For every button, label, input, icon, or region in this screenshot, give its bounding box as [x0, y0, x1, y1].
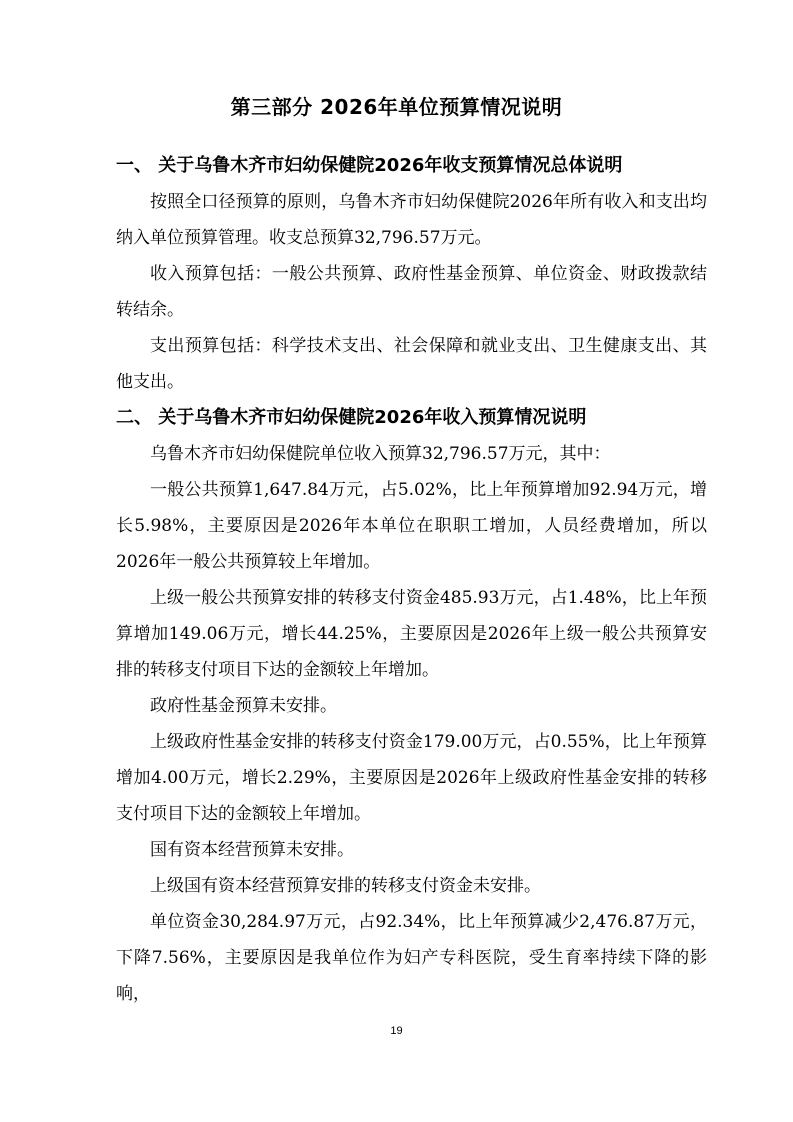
section-heading-income: 二、 关于乌鲁木齐市妇幼保健院2026年收入预算情况说明 — [116, 407, 587, 428]
paragraph: 政府性基金预算未安排。 — [150, 696, 337, 716]
paragraph: 支出预算包括：科学技术支出、社会保障和就业支出、卫生健康支出、其他支出。 — [116, 336, 707, 392]
paragraph: 单位资金30,284.97万元，占92.34%，比上年预算减少2,476.87万元，下降7.56%，主要原因是我单位作为妇产专科医院，受生育率持续下降的影响， — [116, 912, 707, 1004]
document-body — [116, 148, 707, 1012]
paragraph: 乌鲁木齐市妇幼保健院单位收入预算32,796.57万元，其中： — [150, 444, 611, 464]
page-number: 19 — [390, 1025, 403, 1037]
paragraph: 一般公共预算1,647.84万元，占5.02%，比上年预算增加92.94万元，增长5.98%，主要原因是2026年本单位在职职工增加，人员经费增加，所以2026年一般公共预算较上年增加。 — [116, 480, 707, 572]
page-title: 第三部分 2026年单位预算情况说明 — [230, 95, 563, 119]
paragraph: 国有资本经营预算未安排。 — [150, 840, 354, 860]
section-heading-overall: 一、 关于乌鲁木齐市妇幼保健院2026年收支预算情况总体说明 — [116, 155, 623, 176]
paragraph: 上级政府性基金安排的转移支付资金179.00万元，占0.55%，比上年预算增加4.00万元，增长2.29%，主要原因是2026年上级政府性基金安排的转移支付项目下达的金额较上年增加。 — [116, 732, 707, 824]
paragraph: 收入预算包括：一般公共预算、政府性基金预算、单位资金、财政拨款结转结余。 — [116, 264, 707, 320]
paragraph: 上级国有资本经营预算安排的转移支付资金未安排。 — [150, 876, 541, 896]
paragraph: 按照全口径预算的原则，乌鲁木齐市妇幼保健院2026年所有收入和支出均纳入单位预算管理。收支总预算32,796.57万元。 — [116, 192, 707, 248]
paragraph: 上级一般公共预算安排的转移支付资金485.93万元，占1.48%，比上年预算增加149.06万元，增长44.25%，主要原因是2026年上级一般公共预算安排的转移支付项目下达的金额较上年增加。 — [116, 588, 707, 680]
